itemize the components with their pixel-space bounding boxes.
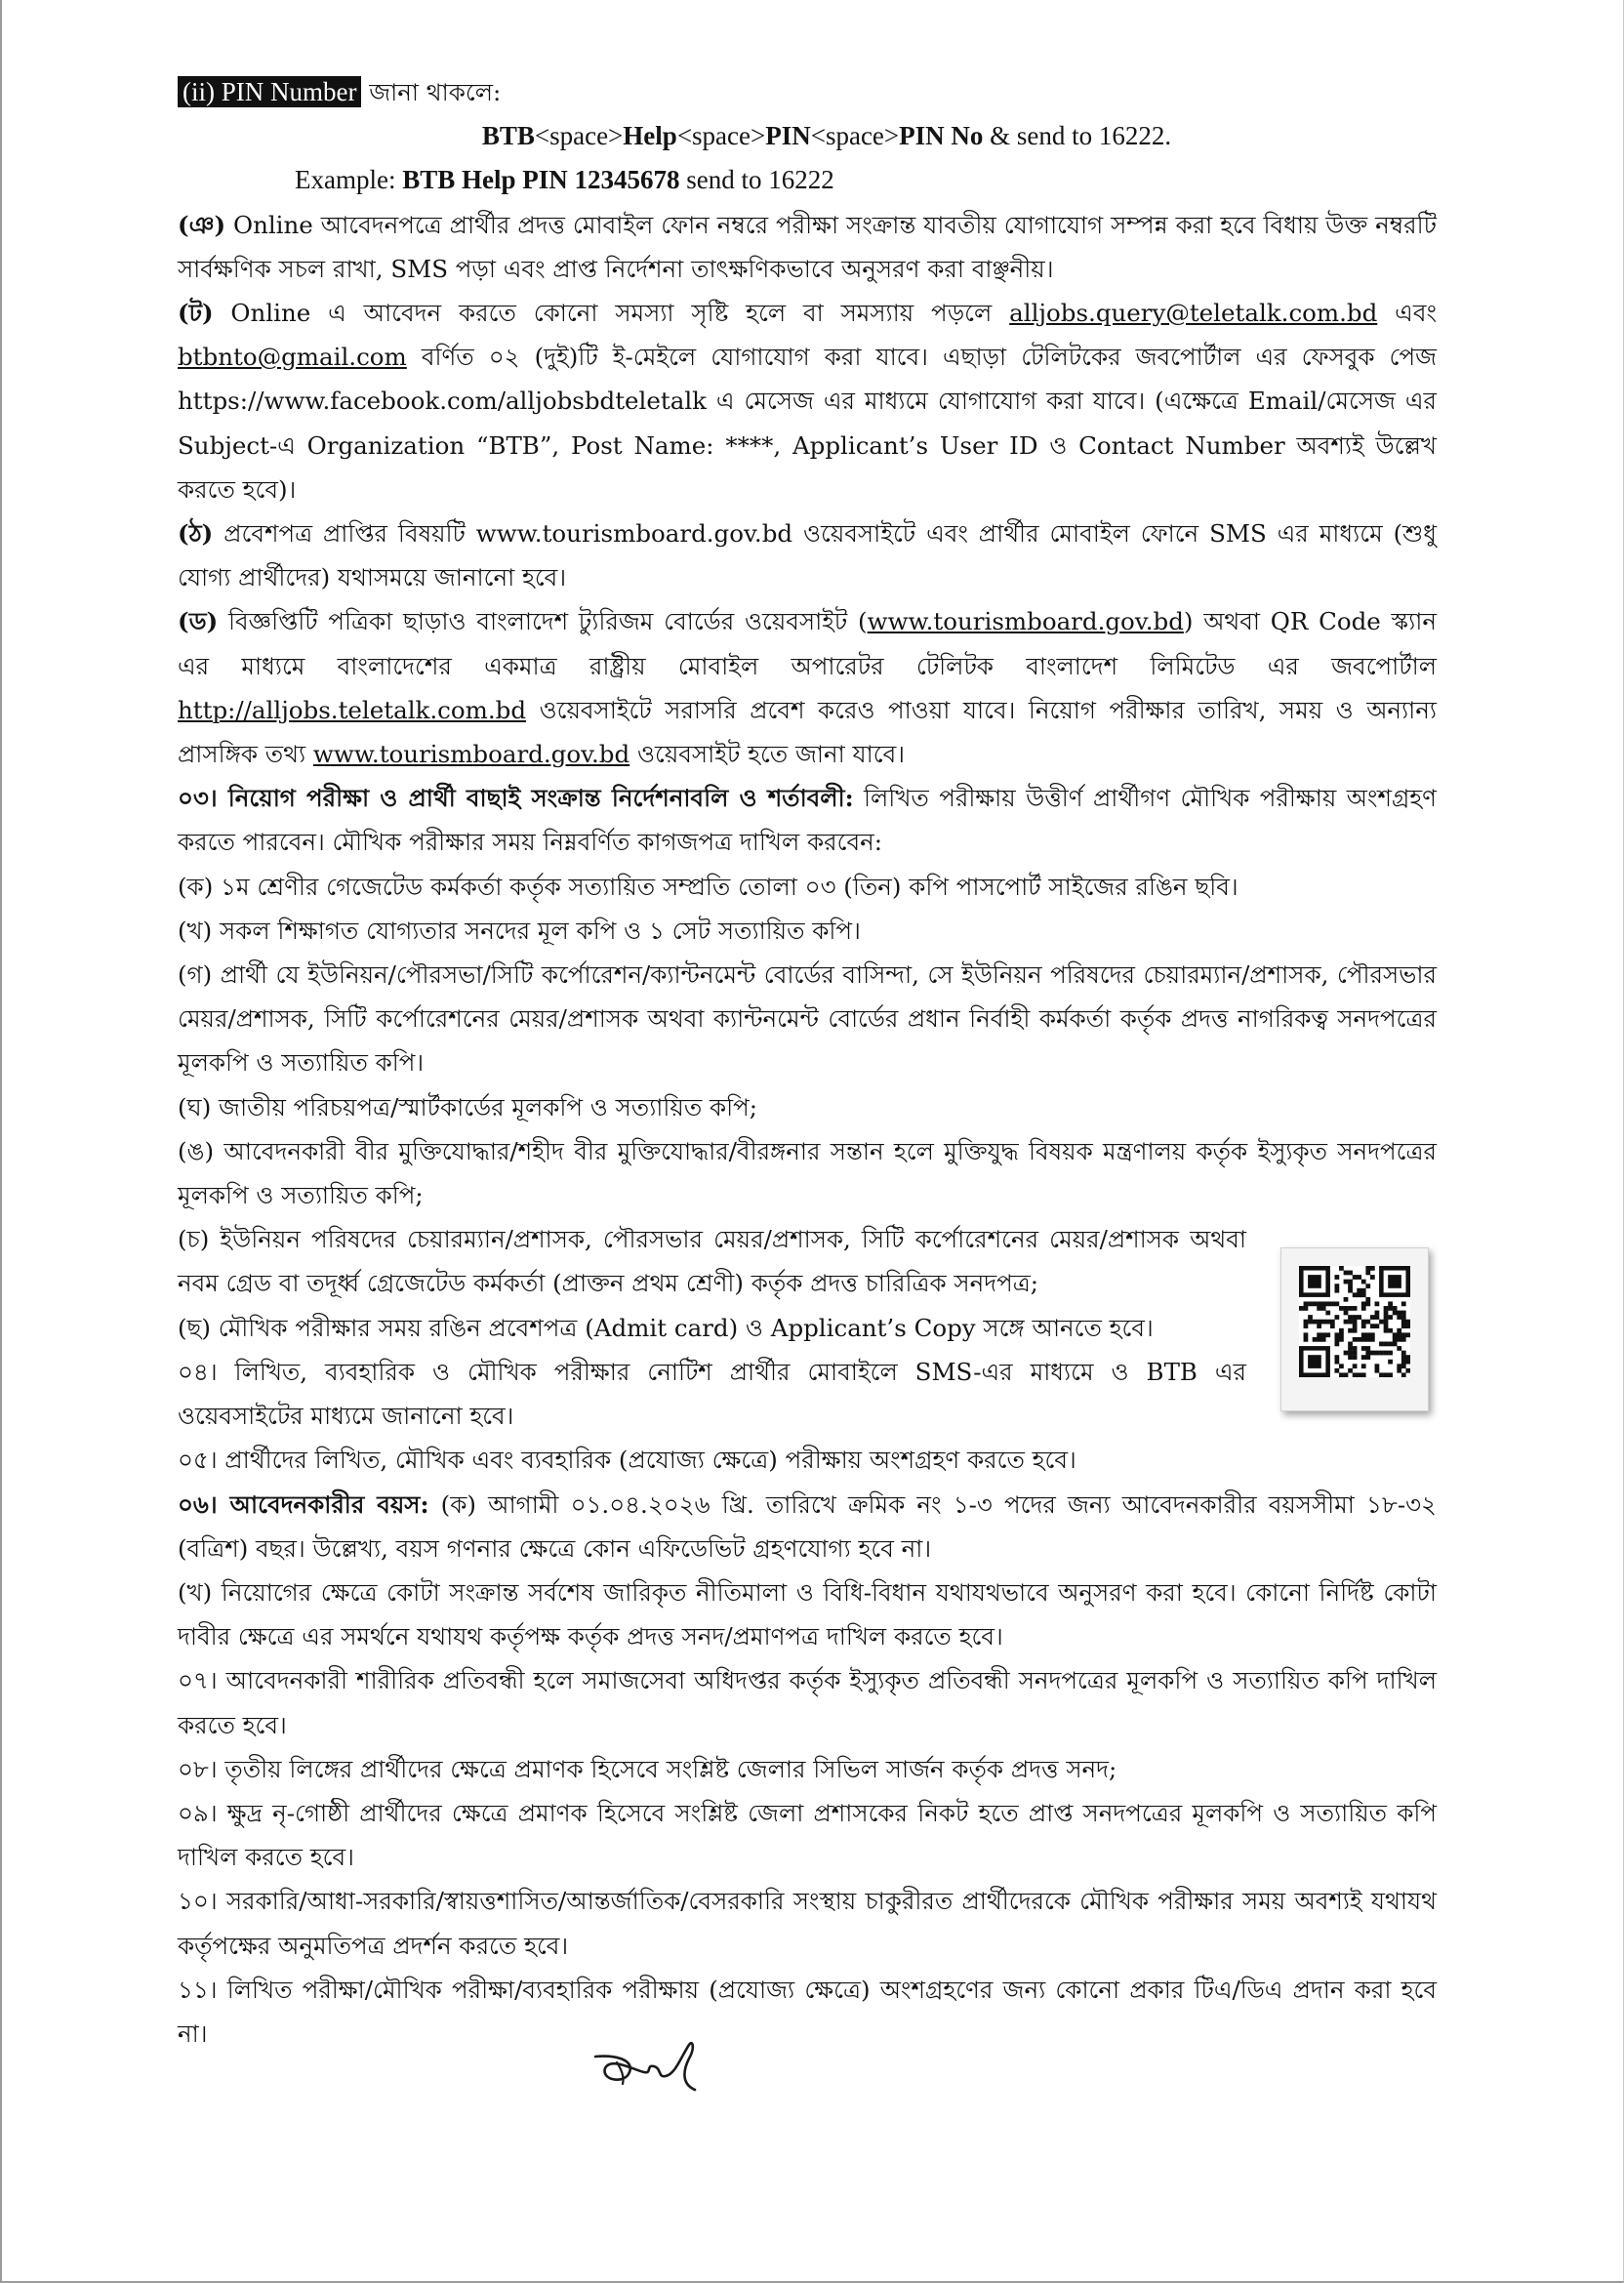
- item-ta: [178, 291, 1437, 511]
- item-nya-marker: (ঞ): [178, 210, 226, 239]
- pin-line: [178, 70, 1437, 114]
- tourismboard-link-2[interactable]: www.tourismboard.gov.bd: [312, 740, 630, 769]
- sms-command-format: [178, 114, 1437, 158]
- section-4: ০৪। লিখিত, ব্যবহারিক ও মৌখিক পরীক্ষার নোটিশ প্রার্থীর মোবাইলে SMS-এর মাধ্যমে ও BTB এর ওয়েবসাইটের মাধ্যমে জানানো হবে।: [178, 1357, 1246, 1431]
- item-nya: [178, 203, 1437, 291]
- item-nya-text: Online আবেদনপত্রে প্রার্থীর প্রদত্ত মোবাইল ফোন নম্বরে পরীক্ষা সংক্রান্ত যাবতীয় যোগাযোগ সম্পন্ন করা হবে বিধায় উক্ত নম্বরটি সার্বক্ষণিক সচল রাখা, SMS পড়া এবং প্রাপ্ত নির্দেশনা তাৎক্ষণিকভাবে অনুসরণ করা বাঞ্ছনীয়।: [178, 210, 1437, 283]
- signature-icon: [588, 2035, 714, 2103]
- section-9: ০৯। ক্ষুদ্র নৃ-গোষ্ঠী প্রার্থীদের ক্ষেত্রে প্রমাণক হিসেবে সংশ্লিষ্ট জেলা প্রশাসকের নিকট হতে প্রাপ্ত সনদপত্রের মূলকপি ও সত্যায়িত কপি দাখিল করতে হবে।: [178, 1798, 1437, 1872]
- section-3: [178, 776, 1437, 864]
- section-8: ০৮। তৃতীয় লিঙ্গের প্রার্থীদের ক্ষেত্রে প্রমাণক হিসেবে সংশ্লিষ্ট জেলার সিভিল সার্জন কর্তৃক প্রদত্ত সনদ;: [178, 1754, 1117, 1783]
- item-tha: [178, 511, 1437, 599]
- section-10: ১০। সরকারি/আধা-সরকারি/স্বায়ত্তশাসিত/আন্তর্জাতিক/বেসরকারি সংস্থায় চাকুরীরত প্রার্থীদেরকে মৌখিক পরীক্ষার সময় অবশ্যই যথাযথ কর্তৃপক্ষের অনুমতিপত্র প্রদর্শন করতে হবে।: [178, 1887, 1437, 1960]
- item-da-text-3: ওয়েবসাইটে সরাসরি প্রবেশ করেও পাওয়া যাবে। নিয়োগ পরীক্ষার তারিখ, সময় ও অন্যান্য প্রাসঙ্গিক তথ্য: [178, 695, 1437, 769]
- cmd-help: Help: [623, 121, 677, 151]
- cmd-send: & send to 16222.: [983, 121, 1172, 151]
- item-da-text-2: ) অথবা QR Code স্ক্যান এর মাধ্যমে বাংলাদেশের একমাত্র রাষ্ট্রীয় মোবাইল অপারেটর টেলিটক বাংলাদেশ লিমিটেড এর জবপোর্টাল: [178, 607, 1438, 680]
- document-body: [178, 70, 1437, 2056]
- section-3-ga: (গ) প্রার্থী যে ইউনিয়ন/পৌরসভা/সিটি কর্পোরেশন/ক্যান্টনমেন্ট বোর্ডের বাসিন্দা, সে ইউনিয়ন পরিষদের চেয়ারম্যান/প্রশাসক, পৌরসভার মেয়র/প্রশাসক, সিটি কর্পোরেশনের মেয়র/প্রশাসক অথবা ক্যান্টনমেন্ট বোর্ডের প্রধান নির্বাহী কর্মকর্তা কর্তৃক প্রদত্ত নাগরিকত্ব সনদপত্রের মূলকপি ও সত্যায়িত কপি।: [178, 960, 1437, 1078]
- qr-code-card[interactable]: [1280, 1247, 1429, 1411]
- section-3-heading: ০৩। নিয়োগ পরীক্ষা ও প্রার্থী বাছাই সংক্রান্ত নির্দেশনাবলি ও শর্তাবলী:: [178, 784, 854, 813]
- section-7: ০৭। আবেদনকারী শারীরিক প্রতিবন্ধী হলে সমাজসেবা অধিদপ্তর কর্তৃক ইস্যুকৃত প্রতিবন্ধী সনদপত্রের মূলকপি ও সত্যায়িত কপি দাখিল করতে হবে।: [178, 1666, 1437, 1739]
- section-6-kha: (খ) নিয়োগের ক্ষেত্রে কোটা সংক্রান্ত সর্বশেষ জারিকৃত নীতিমালা ও বিধি-বিধান যথাযথভাবে অনুসরণ করা হবে। কোনো নির্দিষ্ট কোটা দাবীর ক্ষেত্রে এর সমর্থনে যথাযথ কর্তৃপক্ষ কর্তৃক প্রদত্ত সনদ/প্রমাণপত্র দাখিল করতে হবে।: [178, 1577, 1437, 1651]
- section-6: [178, 1483, 1437, 1570]
- pin-label-suffix: জানা থাকলে:: [361, 78, 502, 106]
- cmd-space-3: <space>: [810, 121, 900, 151]
- teletalk-email-link[interactable]: alljobs.query@teletalk.com.bd: [1009, 299, 1378, 328]
- item-tha-marker: (ঠ): [178, 519, 214, 549]
- item-ta-text-1: Online এ আবেদন করতে কোনো সমস্যা সৃষ্টি হলে বা সমস্যায় পড়লে: [213, 299, 1010, 328]
- section-3-chha: (ছ) মৌখিক পরীক্ষার সময় রঙিন প্রবেশপত্র (Admit card) ও Applicant’s Copy সঙ্গে আনতে হবে।: [178, 1313, 1154, 1342]
- section-3-gha: (ঘ) জাতীয় পরিচয়পত্র/স্মার্টকার্ডের মূলকপি ও সত্যায়িত কপি;: [178, 1092, 758, 1121]
- example-command: BTB Help PIN 12345678: [402, 165, 680, 195]
- sms-example: [178, 158, 1437, 202]
- cmd-space-1: <space>: [534, 121, 624, 151]
- item-da-marker: (ড): [178, 607, 219, 636]
- section-3-cha: (চ) ইউনিয়ন পরিষদের চেয়ারম্যান/প্রশাসক, পৌরসভার মেয়র/প্রশাসক, সিটি কর্পোরেশনের মেয়র/প্রশাসক অথবা নবম গ্রেড বা তদূর্ধ্ব গ্রেজেটেড কর্মকর্তা (প্রাক্তন প্রথম শ্রেণী) কর্তৃক প্রদত্ত চারিত্রিক সনদপত্র;: [178, 1225, 1246, 1298]
- section-3-kha: (খ) সকল শিক্ষাগত যোগ্যতার সনদের মূল কপি ও ১ সেট সত্যায়িত কপি।: [178, 916, 861, 945]
- item-da-text-1: বিজ্ঞপ্তিটি পত্রিকা ছাড়াও বাংলাদেশ ট্যুরিজম বোর্ডের ওয়েবসাইট (: [218, 607, 868, 636]
- cmd-space-2: <space>: [676, 121, 766, 151]
- section-11: ১১। লিখিত পরীক্ষা/মৌখিক পরীক্ষা/ব্যবহারিক পরীক্ষায় (প্রযোজ্য ক্ষেত্রে) অংশগ্রহণের জন্য কোনো প্রকার টিএ/ডিএ প্রদান করা হবে না।: [178, 1975, 1437, 2048]
- item-ta-text-2: এবং: [1377, 299, 1437, 328]
- example-prefix: Example:: [295, 165, 403, 195]
- btb-email-link[interactable]: btbnto@gmail.com: [178, 343, 407, 372]
- cmd-pin-no: PIN No: [899, 121, 984, 151]
- tourismboard-link-1[interactable]: www.tourismboard.gov.bd: [867, 607, 1184, 636]
- section-3-intro: লিখিত পরীক্ষায় উত্তীর্ণ প্রার্থীগণ মৌখিক পরীক্ষায় অংশগ্রহণ করতে পারবেন। মৌখিক পরীক্ষার সময় নিম্নবর্ণিত কাগজপত্র দাখিল করবেন:: [178, 784, 1437, 857]
- section-3-uma: (ঙ) আবেদনকারী বীর মুক্তিযোদ্ধার/শহীদ বীর মুক্তিযোদ্ধার/বীরঙ্গনার সন্তান হলে মুক্তিযুদ্ধ বিষয়ক মন্ত্রণালয় কর্তৃক ইস্যুকৃত সনদপত্রের মূলকপি ও সত্যায়িত কপি;: [178, 1136, 1437, 1210]
- qr-code-icon: [1299, 1266, 1410, 1377]
- item-ta-text-3: বর্ণিত ০২ (দুই)টি ই-মেইলে যোগাযোগ করা যাবে। এছাড়া টেলিটকের জবপোর্টাল এর ফেসবুক পেজ https://www.facebook.com/alljobsbdteletalk এ মেসেজ এর মাধ্যমে যোগাযোগ করা যাবে। (এক্ষেত্রে Email/মেসেজ এর Subject-এ Organization “BTB”, Post Name: ****, Applicant’s User ID ও Contact Number অবশ্যই উল্লেখ করতে হবে)।: [178, 343, 1437, 504]
- cmd-btb: BTB: [481, 121, 535, 151]
- section-6-ka: (ক) আগামী ০১.০৪.২০২৬ খ্রি. তারিখে ক্রমিক নং ১-৩ পদের জন্য আবেদনকারীর বয়সসীমা ১৮-৩২ (বত্রিশ) বছর। উল্লেখ্য, বয়স গণনার ক্ষেত্রে কোন এফিডেভিট গ্রহণযোগ্য হবে না।: [178, 1489, 1437, 1563]
- item-ta-marker: (ট): [178, 299, 214, 328]
- example-suffix: send to 16222: [679, 165, 834, 195]
- section-5: ০৫। প্রার্থীদের লিখিত, মৌখিক এবং ব্যবহারিক (প্রযোজ্য ক্ষেত্রে) পরীক্ষায় অংশগ্রহণ করতে হবে।: [178, 1446, 1076, 1475]
- section-6-heading: ০৬। আবেদনকারীর বয়স:: [178, 1489, 429, 1519]
- pin-number-label: (ii) PIN Number: [178, 76, 361, 107]
- cmd-pin: PIN: [765, 121, 811, 151]
- section-3-ka: (ক) ১ম শ্রেণীর গেজেটেড কর্মকর্তা কর্তৃক সত্যায়িত সম্প্রতি তোলা ০৩ (তিন) কপি পাসপোর্ট সাইজের রঙিন ছবি।: [178, 872, 1238, 901]
- item-tha-text: প্রবেশপত্র প্রাপ্তির বিষয়টি www.tourismboard.gov.bd ওয়েবসাইটে এবং প্রার্থীর মোবাইল ফোনে SMS এর মাধ্যমে (শুধু যোগ্য প্রার্থীদের) যথাসময়ে জানানো হবে।: [178, 519, 1437, 592]
- alljobs-teletalk-link[interactable]: http://alljobs.teletalk.com.bd: [178, 695, 527, 724]
- item-da-text-4: ওয়েবসাইট হতে জানা যাবে।: [629, 740, 905, 769]
- item-da: [178, 599, 1437, 776]
